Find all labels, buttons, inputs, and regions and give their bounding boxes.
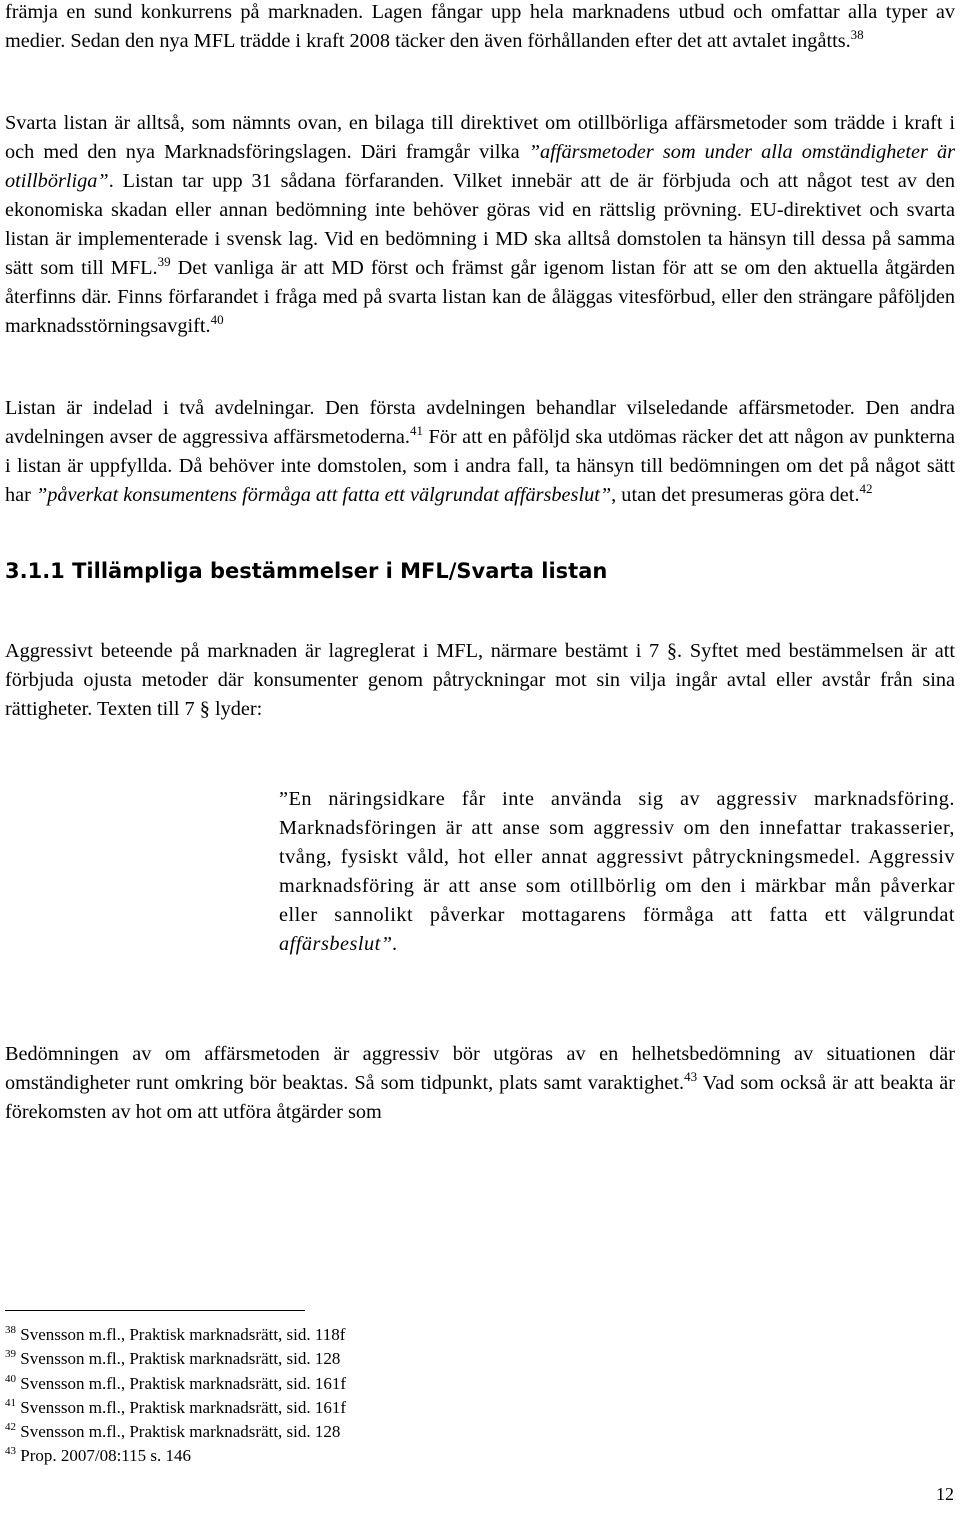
paragraph-intro xyxy=(5,0,955,56)
footnote-text: Prop. 2007/08:115 s. 146 xyxy=(20,1446,192,1466)
footnote-text: Svensson m.fl., Praktisk marknadsrätt, sid. 128 xyxy=(20,1349,341,1369)
footnote-text: Svensson m.fl., Praktisk marknadsrätt, sid. 128 xyxy=(20,1422,341,1442)
paragraph-avdelningar xyxy=(5,394,955,510)
footnote-text: Svensson m.fl., Praktisk marknadsrätt, sid. 118f xyxy=(20,1325,346,1344)
footnote-item xyxy=(5,1420,605,1444)
footnote-item xyxy=(5,1444,605,1468)
footnote-text: Svensson m.fl., Praktisk marknadsrätt, sid. 161f xyxy=(20,1397,347,1417)
footnote-number: 40 xyxy=(5,1372,16,1385)
paragraph-text: Bedömningen av om affärsmetoden är aggressiv bör utgöras av en helhetsbedömning av situationen där omständigheter runt omkring bör beaktas. Så som tidpunkt, plats samt varaktighet. xyxy=(5,1043,955,1094)
footnote-item xyxy=(5,1396,605,1420)
paragraph-text: Vad som också är att beakta är förekomsten av hot om att utföra åtgärder som xyxy=(5,1072,955,1123)
footnote-ref: 40 xyxy=(210,312,224,327)
paragraph-text: För att en påföljd ska utdömas räcker det att någon av punkterna i listan är uppfyllda. Då behöver inte domstolen, som i andra fall, ta hänsyn till bedömningen om det på något sätt har xyxy=(5,426,955,506)
paragraph-text: lyder: xyxy=(209,698,263,720)
paragraph-text: Aggressivt beteende på marknaden är lagreglerat i MFL, närmare bestämt i 7 xyxy=(5,640,667,662)
paragraph-text: Listan är indelad i två avdelningar. Den första avdelningen behandlar vilseledande affärsmetoder. Den andra avdelningen avser de aggressiva affärsmetoderna. xyxy=(5,397,955,448)
page-number: 12 xyxy=(936,1484,954,1504)
footnote-number: 39 xyxy=(5,1348,16,1361)
document-page xyxy=(5,0,955,1127)
footnote-item xyxy=(5,1372,605,1396)
footnote-separator xyxy=(5,1310,305,1311)
paragraph-text: främja en sund konkurrens på marknaden. Lagen fångar upp hela marknadens utbud och omfattar alla typer av medier. Sedan den nya MFL trädde i kraft 2008 täcker den även förhållanden efter det att avtalet ingåtts. xyxy=(5,1,955,52)
italic-quote: affärsbeslut”. xyxy=(279,933,399,955)
paragraph-text: Svarta listan är alltså, som nämnts ovan, en bilaga till direktivet om otillbörliga affärsmetoder som trädde i kraft i och med den nya Marknadsföringslagen. Däri framgår vilka xyxy=(5,112,955,163)
footnote-item xyxy=(5,1323,605,1347)
italic-quote: ”påverkat konsumentens förmåga att fatta ett välgrundat affärsbeslut” xyxy=(35,484,612,506)
footnote-number: 42 xyxy=(5,1421,16,1434)
footnote-ref: 42 xyxy=(859,481,873,496)
section-symbol: § xyxy=(666,640,678,662)
footnote-number: 38 xyxy=(5,1324,16,1336)
paragraph-bedomningen xyxy=(5,1040,955,1127)
quote-body: ”En näringsidkare får inte använda sig av aggressiv marknadsföring. Marknadsföringen är att anse som aggressiv om den innefattar trakasserier, tvång, fysiskt våld, hot eller annat aggressivt påtryckningsmedel. Aggressiv marknadsföring är att anse som otillbörlig om den i märkbar mån påverkar eller sannolikt påverkar mottagarens förmåga att fatta ett välgrundat xyxy=(279,788,955,926)
paragraph-text: Det vanliga är att MD först och främst går igenom listan för att se om den aktuella åtgärden återfinns där. Finns förfarandet i fråga med på svarta listan kan de åläggas vitesförbud, eller den strängare påföljden marknadsstörningsavgift. xyxy=(5,257,955,337)
paragraph-aggressivt xyxy=(5,637,955,724)
block-quote xyxy=(5,785,955,959)
footnote-item xyxy=(5,1347,605,1371)
footnote-ref: 41 xyxy=(410,423,424,438)
paragraph-svarta-listan xyxy=(5,109,955,341)
footnote-number: 43 xyxy=(5,1445,16,1458)
section-symbol: § xyxy=(199,698,210,720)
italic-quote: ”affärsmetoder som under alla omständigheter är otillbörliga” xyxy=(5,141,955,192)
quote-text xyxy=(279,785,955,959)
paragraph-text: . Syftet med bestämmelsen är att förbjuda ojusta metoder där konsumenter genom påtryckningar mot sin vilja ingår avtal eller avstår från sina rättigheter. Texten till 7 xyxy=(5,640,955,720)
paragraph-text: , utan det presumeras göra det. xyxy=(611,484,860,506)
footnote-ref: 39 xyxy=(157,254,171,269)
paragraph-text: . Listan tar upp 31 sådana förfaranden. Vilket innebär att de är förbjuda och att något test av den ekonomiska skadan eller annan bedömning inte behöver göras vid en rättslig prövning. EU-direktivet och svarta listan är implementerade i svensk lag. Vid en bedömning i MD ska alltså domstolen ta hänsyn till dessa på samma sätt som till MFL. xyxy=(5,170,955,279)
footnote-ref: 43 xyxy=(684,1069,698,1084)
footnotes xyxy=(5,1323,605,1469)
section-heading: 3.1.1 Tillämpliga bestämmelser i MFL/Svarta listan xyxy=(5,559,608,583)
footnote-number: 41 xyxy=(5,1396,16,1409)
footnote-ref: 38 xyxy=(850,27,864,42)
footnote-text: Svensson m.fl., Praktisk marknadsrätt, sid. 161f xyxy=(20,1373,347,1393)
